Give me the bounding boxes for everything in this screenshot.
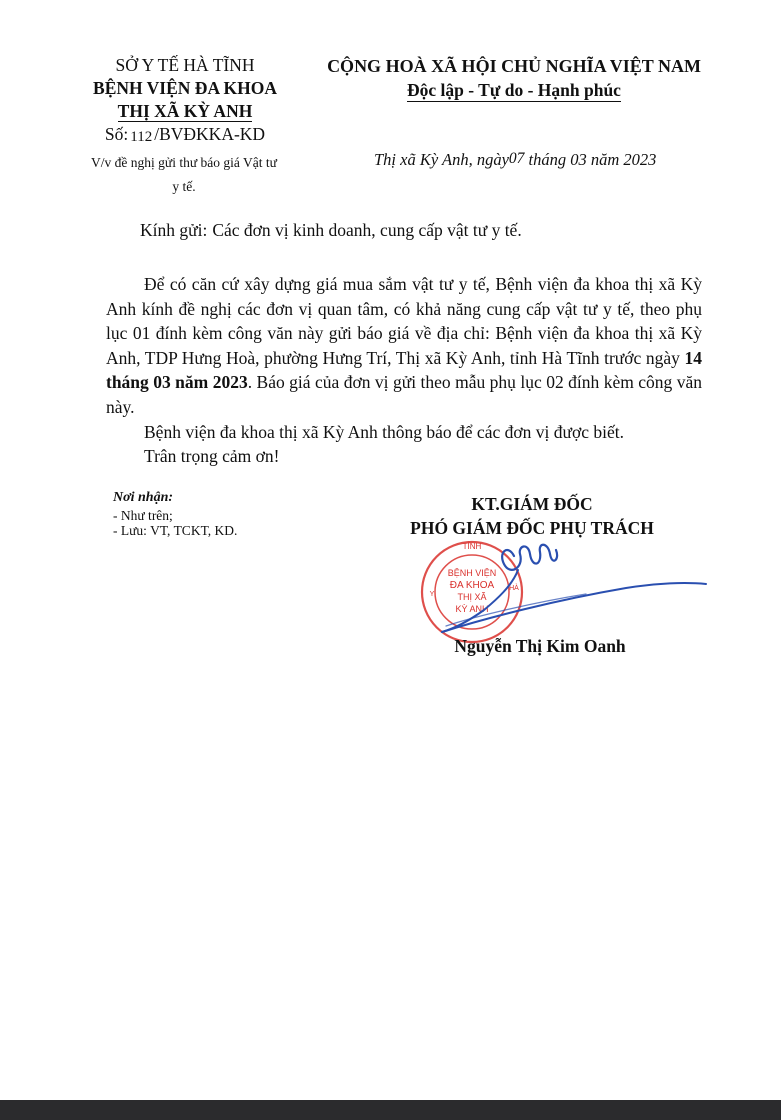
bottom-bar	[0, 1100, 781, 1120]
national-motto: Độc lập - Tự do - Hạnh phúc	[407, 80, 621, 100]
stamp-line-1: BỆNH VIỆN	[447, 568, 497, 578]
stamp-ring-text: TỈNH	[462, 542, 482, 551]
signer-name: Nguyễn Thị Kim Oanh	[454, 636, 626, 656]
stamp-line-2: ĐA KHOA	[449, 580, 495, 591]
date-suffix: tháng 03 năm 2023	[524, 150, 657, 169]
date-line	[374, 150, 656, 170]
document-number-suffix: /BVĐKKA-KD	[154, 124, 266, 144]
subject-line1: V/v đề nghị gửi thư báo giá Vật tư	[91, 155, 277, 170]
signature-title	[392, 492, 672, 540]
body-p1-before: Để có căn cứ xây dựng giá mua sắm vật tư y tế, Bệnh viện đa khoa thị xã Kỳ Anh kính đề nghị các đơn vị quan tâm, có khả năng cung cấp vật tư y tế, theo phụ lục 01 đính kèm công văn này gửi báo giá về địa chỉ: Bệnh viện đa khoa thị xã Kỳ Anh, TDP Hưng Hoà, phường Hưng Trí, Thị xã Kỳ Anh, tỉnh Hà Tĩnh trước ngày	[106, 274, 702, 368]
hospital-name-line2: THỊ XÃ KỲ ANH	[117, 101, 253, 121]
stamp-line-4: KỲ ANH	[455, 604, 489, 614]
body-p1-after: . Báo giá của đơn vị gửi theo mẫu phụ lục 02 đính kèm công văn này.	[106, 372, 703, 417]
body-paragraph-1	[106, 272, 702, 420]
hospital-name-line1: BỆNH VIỆN ĐA KHOA	[93, 78, 277, 98]
recipient-line	[140, 220, 700, 241]
department-name: SỞ Y TẾ HÀ TĨNH	[115, 55, 255, 75]
recipient-text: Các đơn vị kinh doanh, cung cấp vật tư y tế.	[212, 220, 522, 240]
document-number-value: 112	[130, 129, 153, 145]
recipients-list	[113, 490, 353, 539]
hospital-name-line2-wrap	[60, 100, 310, 123]
signature-title-line2: PHÓ GIÁM ĐỐC PHỤ TRÁCH	[410, 518, 654, 538]
recipients-item: - Như trên;	[113, 507, 173, 523]
svg-text:Y: Y	[429, 591, 435, 598]
date-day: 07	[508, 150, 525, 167]
country-name: CỘNG HOÀ XÃ HỘI CHỦ NGHĨA VIỆT NAM	[327, 56, 701, 76]
recipients-title: Nơi nhận:	[113, 490, 174, 505]
recipients-item: - Lưu: VT, TCKT, KD.	[113, 523, 238, 538]
signature-title-line1: KT.GIÁM ĐỐC	[471, 494, 593, 514]
date-prefix: Thị xã Kỳ Anh, ngày	[374, 150, 509, 169]
subject-block	[54, 151, 314, 199]
document-number-prefix: Số:	[104, 124, 129, 144]
body-paragraph-2: Bệnh viện đa khoa thị xã Kỳ Anh thông báo để các đơn vị được biết.	[144, 421, 624, 442]
body-deadline: 14 tháng 03 năm 2023	[106, 347, 702, 393]
svg-text:HÀ: HÀ	[509, 585, 519, 592]
document-number	[60, 123, 310, 148]
recipient-label: Kính gửi:	[140, 220, 208, 240]
body-paragraph-3: Trân trọng cảm ơn!	[144, 446, 280, 467]
stamp-line-3: THỊ XÃ	[457, 592, 487, 602]
national-header	[312, 54, 716, 102]
letter-body	[106, 272, 702, 469]
issuer-block	[60, 54, 310, 148]
subject-line2: y tế.	[172, 179, 196, 194]
